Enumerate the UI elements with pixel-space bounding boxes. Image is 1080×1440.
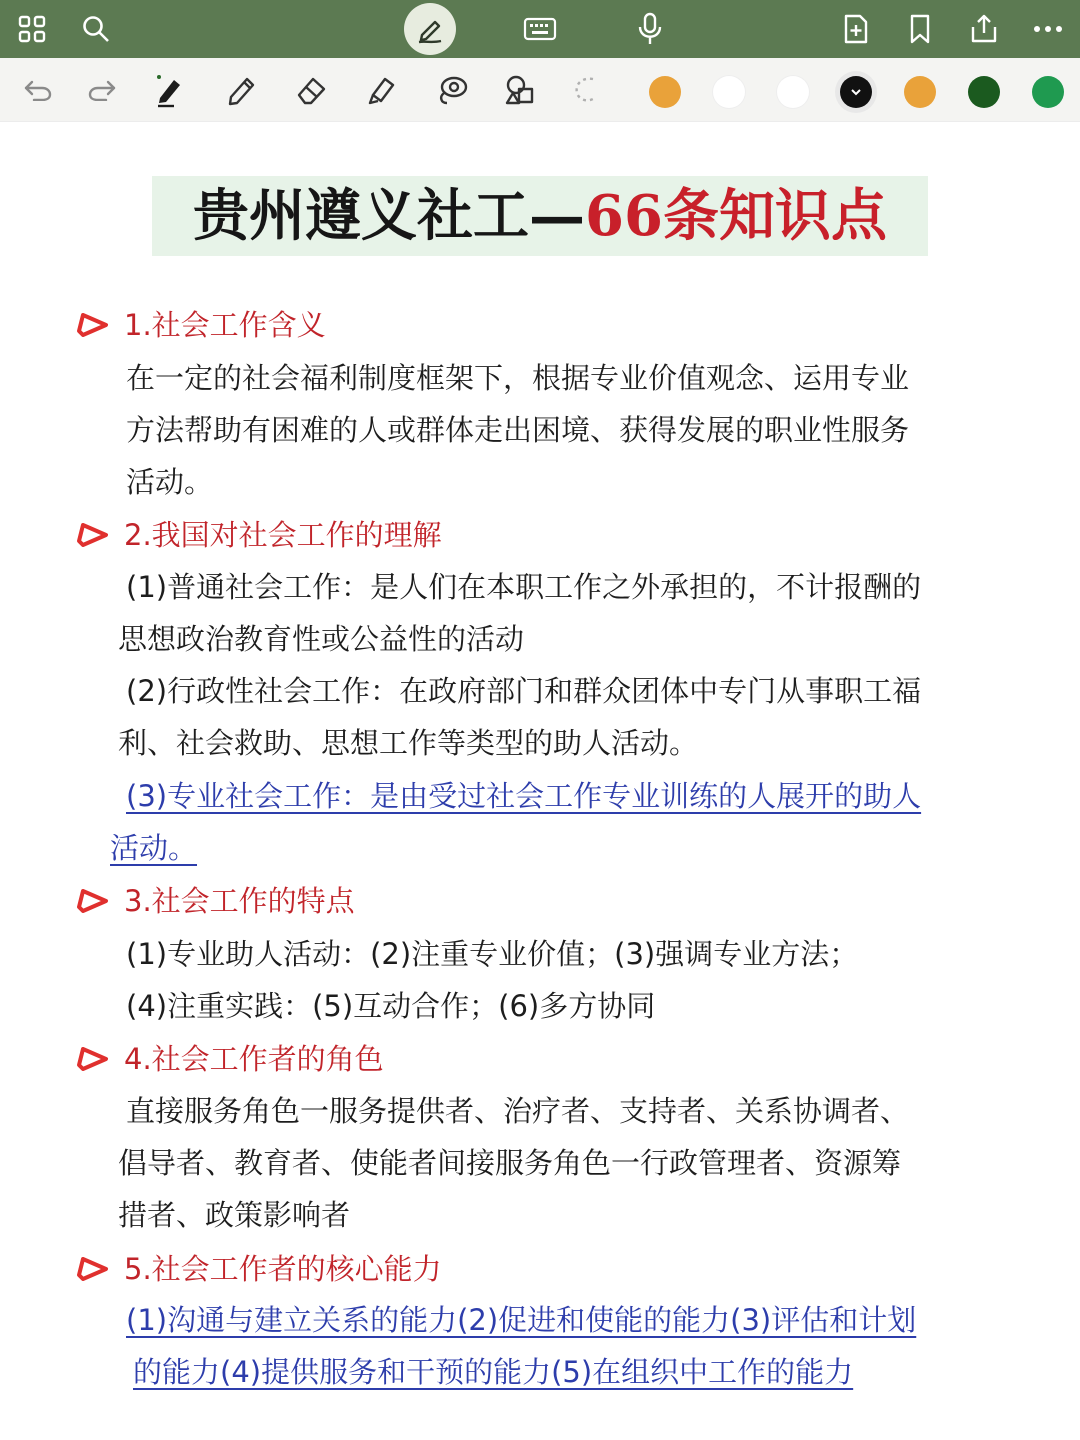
section-2-line-5-link[interactable]: (3)专业社会工作：是由受过社会工作专业训练的人展开的助人	[126, 779, 922, 813]
section-3-line-1: (1)专业助人活动：(2)注重专业价值；(3)强调专业方法；	[126, 937, 859, 971]
section-1-line-3: 活动。	[126, 465, 214, 499]
triangle-bullet-icon	[76, 1256, 110, 1282]
microphone-icon[interactable]	[630, 9, 670, 49]
eraser-icon[interactable]	[292, 70, 332, 110]
section-2-line-6-link[interactable]: 活动。	[110, 831, 198, 865]
color-swatch-green[interactable]	[1032, 76, 1064, 108]
triangle-bullet-icon	[76, 888, 110, 914]
title-main: 贵州遵义社工—	[193, 183, 586, 249]
color-swatch-black-selected[interactable]	[840, 76, 872, 108]
top-app-bar	[0, 0, 1080, 58]
section-1-line-2: 方法帮助有困难的人或群体走出困境、获得发展的职业性服务	[126, 413, 910, 447]
section-2-heading: 2.我国对社会工作的理解	[124, 518, 442, 552]
keyboard-icon[interactable]	[520, 9, 560, 49]
bookmark-icon[interactable]	[900, 9, 940, 49]
color-swatch-orange[interactable]	[649, 76, 681, 108]
section-5-heading: 5.社会工作者的核心能力	[124, 1252, 442, 1286]
lasso-icon[interactable]	[432, 70, 472, 110]
color-swatch-white[interactable]	[713, 76, 745, 108]
section-4-line-1: 直接服务角色一服务提供者、治疗者、支持者、关系协调者、	[126, 1094, 910, 1128]
search-icon[interactable]	[76, 9, 116, 49]
section-2-line-2: 思想政治教育性或公益性的活动	[118, 622, 525, 656]
section-2-line-3: (2)行政性社会工作：在政府部门和群众团体中专门从事职工福	[126, 674, 922, 708]
redo-icon[interactable]	[82, 70, 122, 110]
triangle-bullet-icon	[76, 1046, 110, 1072]
color-swatch-orange-2[interactable]	[904, 76, 936, 108]
undo-icon[interactable]	[18, 70, 58, 110]
pencil-icon[interactable]	[222, 70, 262, 110]
add-page-icon[interactable]	[836, 9, 876, 49]
share-icon[interactable]	[964, 9, 1004, 49]
page-title	[152, 168, 928, 264]
color-swatch-white-2[interactable]	[777, 76, 809, 108]
section-5-line-2-link[interactable]: 的能力(4)提供服务和干预的能力(5)在组织中工作的能力	[133, 1355, 854, 1389]
color-swatch-dark-green[interactable]	[968, 76, 1000, 108]
selection-icon[interactable]	[568, 70, 608, 110]
highlighter-icon[interactable]	[362, 70, 402, 110]
pen-mode-icon[interactable]	[404, 3, 456, 55]
chevron-down-icon	[840, 76, 872, 108]
section-3-heading: 3.社会工作的特点	[124, 884, 355, 918]
triangle-bullet-icon	[76, 312, 110, 338]
shapes-icon[interactable]	[500, 70, 540, 110]
section-1-heading: 1.社会工作含义	[124, 308, 326, 342]
section-4-line-3: 措者、政策影响者	[118, 1198, 351, 1232]
section-3-line-2: (4)注重实践：(5)互动合作；(6)多方协同	[126, 989, 656, 1023]
section-2-line-1: (1)普通社会工作：是人们在本职工作之外承担的，不计报酬的	[126, 570, 922, 604]
grid-icon[interactable]	[12, 9, 52, 49]
title-highlight: 66条知识点	[585, 183, 887, 249]
section-4-line-2: 倡导者、教育者、使能者间接服务角色一行政管理者、资源筹	[118, 1146, 902, 1180]
section-1-line-1: 在一定的社会福利制度框架下，根据专业价值观念、运用专业	[126, 361, 910, 395]
more-icon[interactable]	[1028, 9, 1068, 49]
section-4-heading: 4.社会工作者的角色	[124, 1042, 384, 1076]
section-5-line-1-link[interactable]: (1)沟通与建立关系的能力(2)促进和使能的能力(3)评估和计划	[126, 1303, 917, 1337]
section-2-line-4: 利、社会救助、思想工作等类型的助人活动。	[118, 726, 699, 760]
triangle-bullet-icon	[76, 522, 110, 548]
fountain-pen-icon[interactable]	[150, 70, 190, 110]
